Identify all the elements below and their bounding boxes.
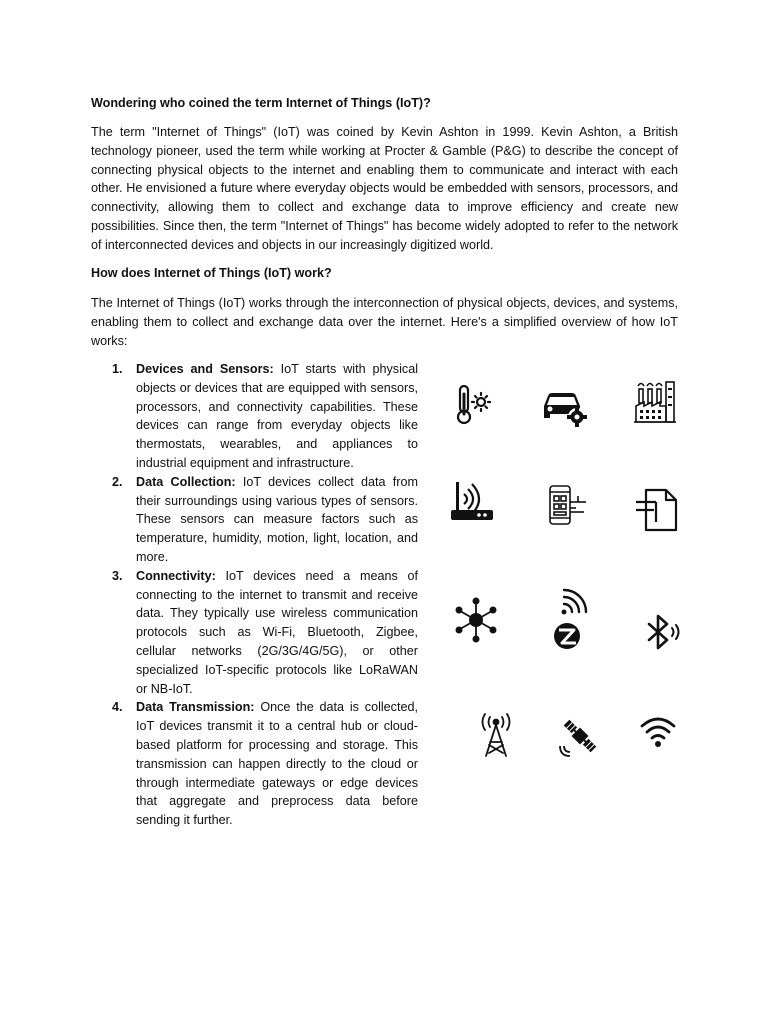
list-item [110,473,418,567]
device-network-icon [540,478,596,534]
list-item-term: Data Transmission: [136,700,255,715]
zigbee-icon [540,608,596,664]
section-1-paragraph: The term "Internet of Things" (IoT) was coined by Kevin Ashton in 1999. Kevin Ashton, a British technology pioneer, used the term while working at Procter & Gamble (P&G) to describe the concept of connecting physical objects to the internet and enabling them to communicate and interact with each other. He envisioned a future where everyday objects would be embedded with sensors, processors, and connectivity, allowing them to collect and exchange data to improve efficiency and create new possibilities. Since then, the term "Internet of Things" has become widely adopted to refer to the network of interconnected devices and objects in our increasingly digitized world. [91,125,678,252]
list-item-term: Data Collection: [136,474,236,489]
document-icon [632,482,688,538]
list-item-number: 2. [112,474,123,489]
list-item-term: Devices and Sensors: [136,362,274,376]
list-item-number: 4. [112,700,123,715]
router-icon [444,474,500,530]
thermometer-sun-icon [448,376,504,432]
section-1-heading: Wondering who coined the term Internet of Things (IoT)? [91,96,431,110]
list-item-text: IoT devices need a means of connecting to the internet to transmit and receive data. They typically use wireless communication protocols such as Wi-Fi, Bluetooth, Zigbee, cellular networks (2G/3G/4G/5G), or other specialized IoT-specific protocols like LoRaWAN or NB-IoT. [136,568,418,696]
bluetooth-icon [632,604,688,660]
car-gear-icon [538,376,594,432]
cell-tower-icon [468,708,524,764]
factory-icon [628,376,684,432]
list-item [110,360,418,473]
section-2-heading: How does Internet of Things (IoT) work? [91,266,332,280]
list-item-number: 1. [112,362,123,376]
wifi-icon [636,704,692,760]
list-item-number: 3. [112,568,123,583]
network-hub-icon [448,592,504,648]
section-2-paragraph: The Internet of Things (IoT) works through the interconnection of physical objects, devices, and systems, enabling them to collect and exchange data over the internet. Here's a simplified overview of how IoT works: [91,296,678,348]
list-item [110,698,418,830]
iot-steps-list [110,360,418,830]
list-item-text: IoT starts with physical objects or devices that are equipped with sensors, processors, and connectivity capabilities. These devices can range from everyday objects like thermostats, wearables, and appliances to industrial equipment and infrastructure. [136,362,418,470]
list-item [110,567,418,699]
list-item-text: IoT devices collect data from their surroundings using various types of sensors. These sensors can measure factors such as temperature, humidity, motion, light, location, and more. [136,474,418,564]
list-item-text: Once the data is collected, IoT devices transmit it to a central hub or cloud-based platform for processing and storage. This transmission can happen directly to the cloud or through intermediate gateways or edge devices that aggregate and preprocess data before sending it further. [136,700,418,828]
satellite-icon [552,708,608,764]
list-item-term: Connectivity: [136,568,216,583]
